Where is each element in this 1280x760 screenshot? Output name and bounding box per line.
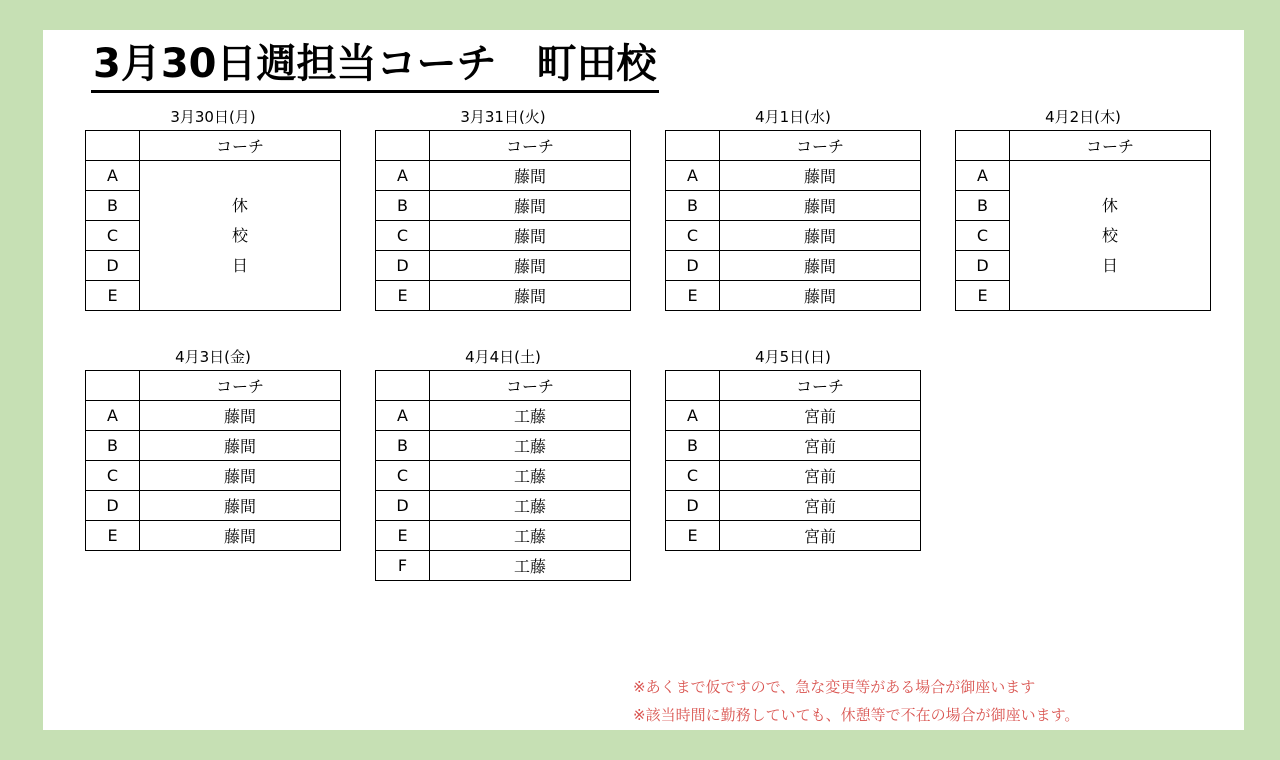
coach-cell: 工藤 (430, 551, 631, 581)
coach-cell: 工藤 (430, 401, 631, 431)
coach-cell: 宮前 (720, 491, 921, 521)
coach-table (85, 130, 341, 311)
table-row (666, 281, 921, 311)
coach-cell: 藤間 (140, 461, 341, 491)
header-coach-cell: コーチ (1010, 131, 1211, 161)
day-label: 3月31日(火) (460, 108, 546, 126)
day-schedule (85, 344, 341, 551)
slot-cell: C (86, 221, 140, 251)
slot-cell: B (376, 431, 430, 461)
slot-cell: C (666, 221, 720, 251)
slot-cell: D (666, 251, 720, 281)
slot-cell: A (86, 401, 140, 431)
day-label: 3月30日(月) (170, 108, 256, 126)
table-row (376, 491, 631, 521)
slot-cell: E (666, 521, 720, 551)
slot-cell: C (376, 461, 430, 491)
table-row (666, 521, 921, 551)
coach-cell: 藤間 (140, 401, 341, 431)
slot-cell: A (86, 161, 140, 191)
slot-cell: D (86, 251, 140, 281)
coach-cell: 藤間 (140, 491, 341, 521)
header-coach-cell: コーチ (720, 131, 921, 161)
closed-text: 休 (1101, 195, 1118, 215)
coach-cell: 藤間 (430, 161, 631, 191)
slot-cell: E (956, 281, 1010, 311)
slot-cell: E (86, 521, 140, 551)
coach-cell: 藤間 (430, 281, 631, 311)
day-label: 4月3日(金) (175, 348, 251, 366)
table-row (956, 161, 1211, 191)
table-row (666, 191, 921, 221)
coach-cell: 宮前 (720, 461, 921, 491)
table-header-row (376, 371, 631, 401)
coach-cell: 藤間 (430, 251, 631, 281)
note-2: ※該当時間に勤務していても、休憩等で不在の場合が御座います。 (633, 706, 1080, 724)
slot-cell: C (86, 461, 140, 491)
slot-cell: C (666, 461, 720, 491)
table-row (666, 401, 921, 431)
table-row (376, 161, 631, 191)
slot-cell: B (666, 431, 720, 461)
coach-table (375, 130, 631, 311)
header-slot-cell (376, 131, 430, 161)
table-row (666, 491, 921, 521)
slot-cell: A (376, 401, 430, 431)
slot-cell: D (956, 251, 1010, 281)
table-row (86, 521, 341, 551)
header-slot-cell (376, 371, 430, 401)
slot-cell: A (666, 401, 720, 431)
closed-text: 校 (1101, 225, 1118, 245)
table-row (666, 461, 921, 491)
table-row (376, 401, 631, 431)
slot-cell: B (956, 191, 1010, 221)
slot-cell: D (86, 491, 140, 521)
day-label: 4月2日(木) (1045, 108, 1121, 126)
closed-text: 日 (1101, 255, 1118, 275)
slot-cell: B (376, 191, 430, 221)
header-coach-cell: コーチ (140, 371, 341, 401)
table-row (666, 221, 921, 251)
coach-cell: 藤間 (720, 251, 921, 281)
table-row (376, 431, 631, 461)
closed-day-cell (1010, 161, 1211, 311)
coach-table (85, 370, 341, 551)
table-header-row (956, 131, 1211, 161)
closed-text: 休 (231, 195, 248, 215)
coach-cell: 宮前 (720, 521, 921, 551)
table-header-row (666, 371, 921, 401)
day-label: 4月1日(水) (755, 108, 831, 126)
coach-cell: 藤間 (140, 431, 341, 461)
table-header-row (376, 131, 631, 161)
slot-cell: C (956, 221, 1010, 251)
slot-cell: F (376, 551, 430, 581)
slot-cell: D (376, 251, 430, 281)
slot-cell: C (376, 221, 430, 251)
day-schedule (665, 344, 921, 551)
table-row (376, 221, 631, 251)
table-row (86, 401, 341, 431)
table-header-row (86, 371, 341, 401)
header-slot-cell (86, 131, 140, 161)
table-row (376, 461, 631, 491)
header-slot-cell (666, 131, 720, 161)
coach-table (955, 130, 1211, 311)
slot-cell: E (666, 281, 720, 311)
header-slot-cell (666, 371, 720, 401)
coach-cell: 藤間 (430, 221, 631, 251)
slot-cell: A (376, 161, 430, 191)
table-row (666, 431, 921, 461)
coach-cell: 宮前 (720, 431, 921, 461)
slot-cell: E (376, 521, 430, 551)
closed-text: 校 (231, 225, 248, 245)
coach-cell: 宮前 (720, 401, 921, 431)
table-row (666, 161, 921, 191)
slot-cell: D (376, 491, 430, 521)
table-row (376, 251, 631, 281)
coach-table (375, 370, 631, 581)
table-row (86, 431, 341, 461)
closed-day-cell (140, 161, 341, 311)
table-row (376, 281, 631, 311)
table-header-row (666, 131, 921, 161)
coach-cell: 工藤 (430, 521, 631, 551)
header-coach-cell: コーチ (140, 131, 341, 161)
note-1: ※あくまで仮ですので、急な変更等がある場合が御座います (633, 678, 1036, 696)
coach-cell: 藤間 (720, 191, 921, 221)
day-schedule (375, 344, 631, 581)
slot-cell: B (86, 431, 140, 461)
slot-cell: B (86, 191, 140, 221)
closed-text: 日 (231, 255, 248, 275)
table-row (666, 251, 921, 281)
table-row (376, 521, 631, 551)
coach-cell: 藤間 (720, 161, 921, 191)
coach-table (665, 130, 921, 311)
slot-cell: A (956, 161, 1010, 191)
table-row (376, 191, 631, 221)
coach-cell: 工藤 (430, 431, 631, 461)
notes (633, 673, 1079, 729)
coach-cell: 藤間 (720, 281, 921, 311)
coach-cell: 工藤 (430, 461, 631, 491)
day-schedule (85, 104, 341, 311)
slot-cell: A (666, 161, 720, 191)
coach-cell: 藤間 (430, 191, 631, 221)
table-row (376, 551, 631, 581)
header-slot-cell (956, 131, 1010, 161)
slot-cell: D (666, 491, 720, 521)
coach-cell: 藤間 (720, 221, 921, 251)
day-schedule (375, 104, 631, 311)
schedule-sheet (43, 30, 1244, 730)
header-coach-cell: コーチ (720, 371, 921, 401)
day-label: 4月4日(土) (465, 348, 541, 366)
day-schedule (665, 104, 921, 311)
table-row (86, 461, 341, 491)
coach-table (665, 370, 921, 551)
header-slot-cell (86, 371, 140, 401)
coach-cell: 藤間 (140, 521, 341, 551)
day-schedule (955, 104, 1211, 311)
slot-cell: B (666, 191, 720, 221)
table-header-row (86, 131, 341, 161)
table-row (86, 161, 341, 191)
header-coach-cell: コーチ (430, 371, 631, 401)
day-label: 4月5日(日) (755, 348, 831, 366)
table-row (86, 491, 341, 521)
slot-cell: E (86, 281, 140, 311)
coach-cell: 工藤 (430, 491, 631, 521)
page-title: 3月30日週担当コーチ 町田校 (91, 40, 659, 93)
header-coach-cell: コーチ (430, 131, 631, 161)
slot-cell: E (376, 281, 430, 311)
